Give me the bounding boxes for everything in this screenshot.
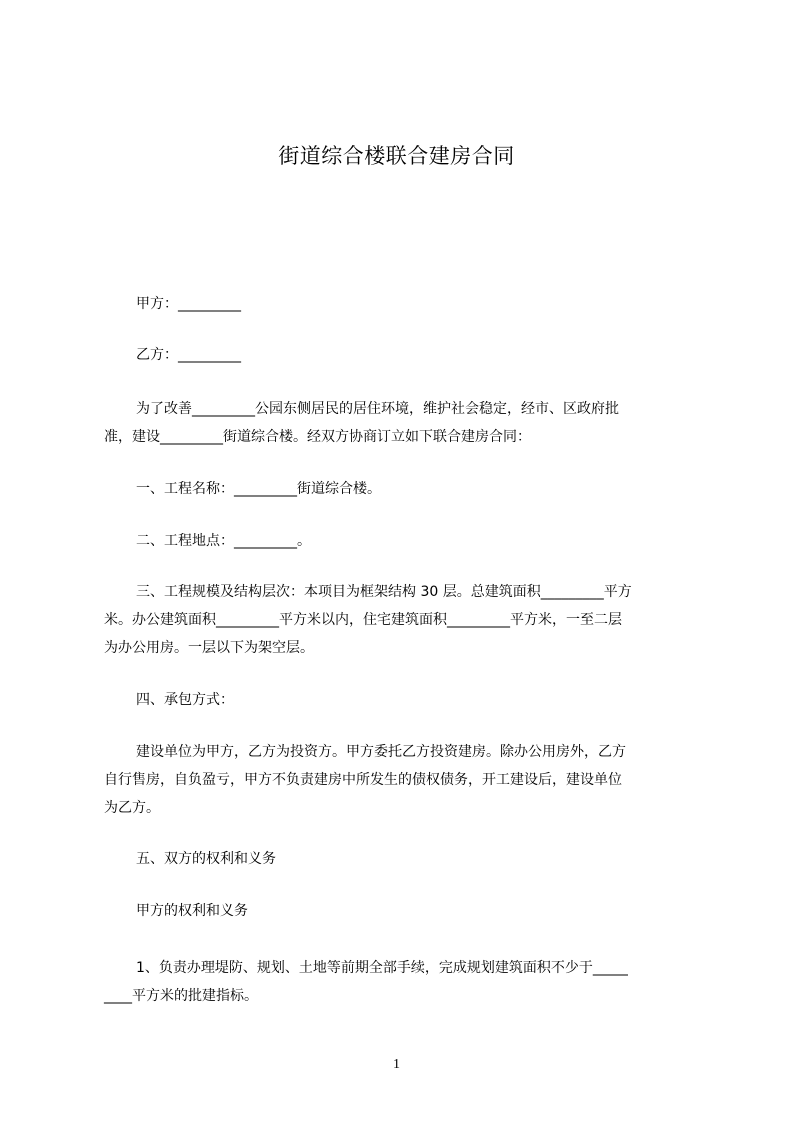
intro-line-1: 为了改善_________公园东侧居民的居住环境，维护社会稳定，经市、区政府批 <box>136 401 619 417</box>
contract-method-line-1: 建设单位为甲方，乙方为投资方。甲方委托乙方投资建房。除办公用房外，乙方 <box>136 744 626 760</box>
contract-method-line-2: 自行售房，自负盈亏，甲方不负责建房中所发生的债权债务，开工建设后，建设单位 <box>104 772 622 788</box>
party-a-item-1-line-2: ____平方米的批建指标。 <box>104 988 258 1004</box>
party-a-line: 甲方：_________ <box>136 296 241 312</box>
project-scale-line-1: 三、工程规模及结构层次：本项目为框架结构 30 层。总建筑面积_________平方 <box>136 584 632 600</box>
project-name-line: 一、工程名称：_________街道综合楼。 <box>136 481 381 497</box>
document-title: 街道综合楼联合建房合同 <box>278 144 515 168</box>
contract-method-line-3: 为乙方。 <box>104 800 160 816</box>
party-a-rights-heading: 甲方的权利和义务 <box>136 903 248 919</box>
intro-line-2: 准，建设_________街道综合楼。经双方协商订立如下联合建房合同： <box>104 429 531 445</box>
contract-method-heading: 四、承包方式： <box>136 692 234 708</box>
project-scale-line-2: 米。办公建筑面积_________平方米以内，住宅建筑面积_________平方米，一至二层 <box>104 612 622 628</box>
project-location-line: 二、工程地点：_________。 <box>136 533 311 549</box>
party-b-line: 乙方：_________ <box>136 347 241 363</box>
page-number: 1 <box>393 1057 400 1072</box>
rights-obligations-heading: 五、双方的权利和义务 <box>136 851 276 867</box>
project-scale-line-3: 为办公用房。一层以下为架空层。 <box>104 640 314 656</box>
party-a-item-1-line-1: 1、负责办理堤防、规划、土地等前期全部手续，完成规划建筑面积不少于_____ <box>136 960 628 976</box>
